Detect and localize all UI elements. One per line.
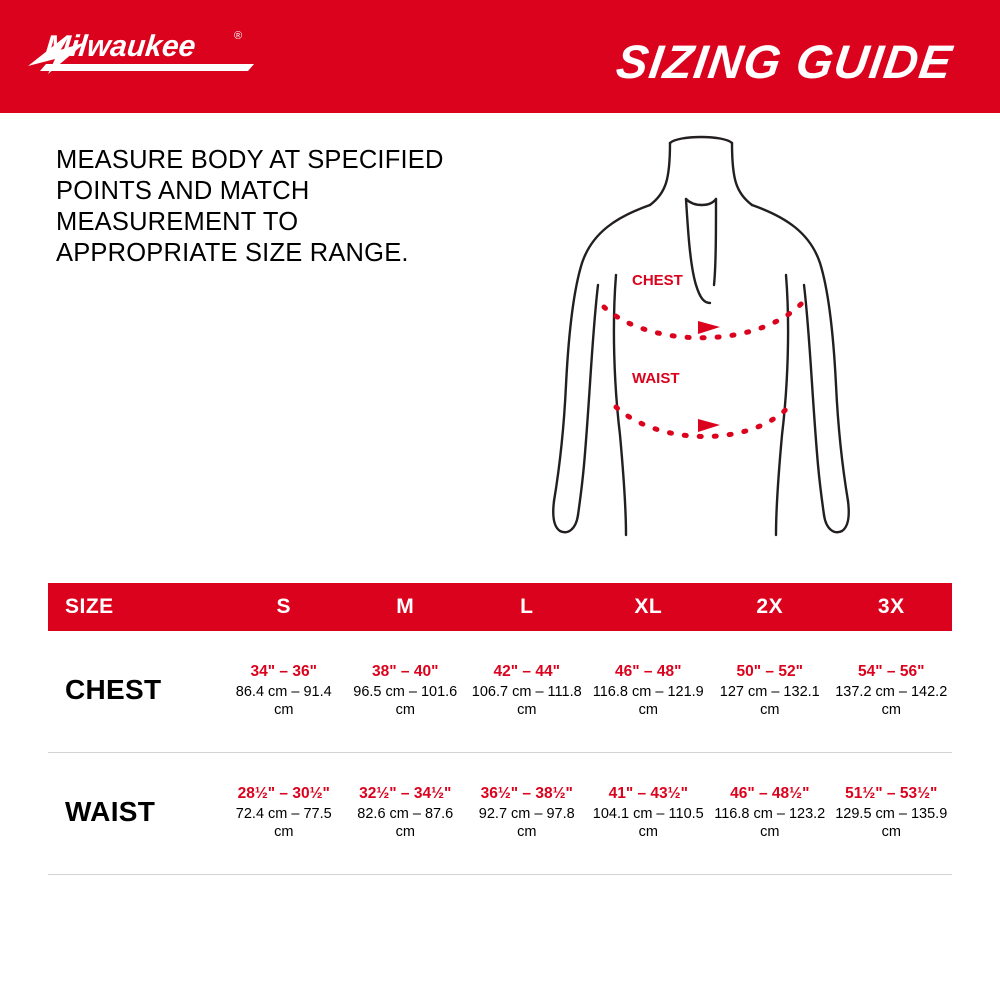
value-cm: 116.8 cm – 123.2 cm	[714, 805, 826, 840]
value-inch: 50" – 52"	[736, 662, 803, 680]
row-label-chest: CHEST	[48, 631, 223, 753]
cell-chest-l	[466, 631, 588, 753]
row-label-waist: WAIST	[48, 753, 223, 875]
instructions-text: MEASURE BODY AT SPECIFIED POINTS AND MATCH MEASUREMENT TO APPROPRIATE SIZE RANGE.	[56, 146, 444, 267]
cell-waist-xl	[588, 753, 710, 875]
svg-text:Milwaukee: Milwaukee	[43, 30, 198, 63]
milwaukee-logo	[26, 22, 256, 92]
table-header-row	[48, 583, 952, 631]
table-row	[48, 631, 952, 753]
chest-label: CHEST	[632, 272, 683, 289]
page-title: SIZING GUIDE	[612, 35, 956, 88]
value-inch: 46" – 48½"	[730, 784, 810, 802]
value-cm: 104.1 cm – 110.5 cm	[592, 805, 704, 840]
value-cm: 86.4 cm – 91.4 cm	[235, 683, 332, 718]
value-inch: 28½" – 30½"	[237, 784, 330, 802]
value-inch: 46" – 48"	[615, 662, 682, 680]
value-inch: 54" – 56"	[858, 662, 925, 680]
value-inch: 38" – 40"	[372, 662, 439, 680]
cell-waist-l	[466, 753, 588, 875]
column-header-size: SIZE	[65, 595, 114, 618]
value-cm: 106.7 cm – 111.8 cm	[471, 683, 582, 718]
chest-measure-band	[604, 301, 804, 338]
value-inch: 42" – 44"	[493, 662, 560, 680]
svg-text:®: ®	[234, 30, 243, 42]
value-cm: 96.5 cm – 101.6 cm	[353, 683, 458, 718]
cell-chest-s	[223, 631, 345, 753]
value-cm: 127 cm – 132.1 cm	[719, 683, 820, 718]
value-cm: 137.2 cm – 142.2 cm	[835, 683, 948, 718]
cell-chest-3x	[831, 631, 953, 753]
column-header-l: L	[520, 595, 534, 618]
table-row	[48, 753, 952, 875]
cell-waist-m	[345, 753, 467, 875]
value-cm: 92.7 cm – 97.8 cm	[478, 805, 575, 840]
column-header-m: M	[396, 595, 415, 618]
waist-measure-band	[616, 403, 792, 437]
value-inch: 34" – 36"	[250, 662, 317, 680]
cell-waist-3x	[831, 753, 953, 875]
value-cm: 72.4 cm – 77.5 cm	[235, 805, 332, 840]
waist-label: WAIST	[632, 370, 680, 387]
cell-waist-2x	[709, 753, 831, 875]
value-cm: 129.5 cm – 135.9 cm	[835, 805, 948, 840]
value-cm: 116.8 cm – 121.9 cm	[592, 683, 704, 718]
column-header-s: S	[276, 595, 291, 618]
cell-chest-m	[345, 631, 467, 753]
value-inch: 36½" – 38½"	[480, 784, 573, 802]
value-inch: 41" – 43½"	[608, 784, 688, 802]
sizing-table	[48, 583, 952, 875]
cell-waist-s	[223, 753, 345, 875]
column-header-3x: 3X	[877, 595, 905, 618]
value-inch: 51½" – 53½"	[845, 784, 938, 802]
page-header	[0, 0, 1000, 113]
cell-chest-xl	[588, 631, 710, 753]
column-header-2x: 2X	[756, 595, 784, 618]
value-inch: 32½" – 34½"	[359, 784, 452, 802]
value-cm: 82.6 cm – 87.6 cm	[357, 805, 454, 840]
cell-chest-2x	[709, 631, 831, 753]
column-header-xl: XL	[634, 595, 663, 618]
torso-measurement-diagram	[520, 135, 900, 565]
